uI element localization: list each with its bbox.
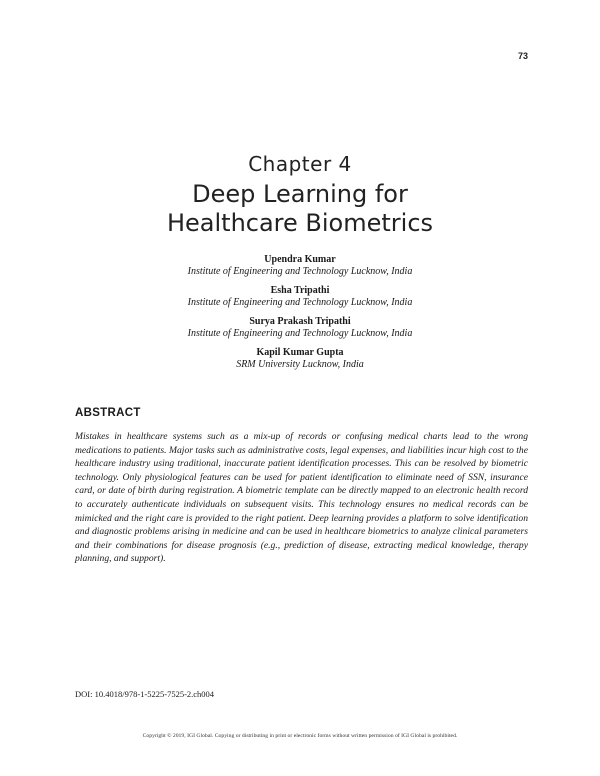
author-affiliation: Institute of Engineering and Technology Lucknow, India [187, 266, 413, 277]
author-block [0, 316, 600, 340]
author-affiliation: Institute of Engineering and Technology Lucknow, India [187, 297, 413, 308]
copyright-notice: Copyright © 2019, IGI Global. Copying or distributing in print or electronic forms without written permission of IGI Global is prohibited. [142, 733, 458, 739]
author-affiliation: SRM University Lucknow, India [236, 359, 364, 370]
author-affiliation: Institute of Engineering and Technology Lucknow, India [187, 328, 413, 339]
author-name: Kapil Kumar Gupta [256, 347, 344, 358]
chapter-title-line-2: Healthcare Biometrics [166, 209, 434, 237]
author-block [0, 254, 600, 278]
chapter-title [0, 180, 600, 238]
author-name: Upendra Kumar [264, 254, 336, 265]
page-number: 73 [517, 51, 528, 61]
author-block [0, 285, 600, 309]
chapter-title-line-1: Deep Learning for [192, 180, 408, 208]
author-name: Surya Prakash Tripathi [249, 316, 351, 327]
abstract-text: Mistakes in healthcare systems such as a mix-up of records or confusing medical charts lead to the wrong medications to patients. Major tasks such as administrative costs, legal expenses, and liabilities incur high cost to the healthcare industry using traditional, inaccurate patient identification processes. This can be resolved by biometric technology. Only physiological features can be used for patient identification to eliminate need of SSN, insurance card, or date of birth during registration. A biometric template can be directly mapped to an electronic health record to accurately authenticate individuals on subsequent visits. This technology ensures no medical records can be mimicked and the right care is provided to the right patient. Deep learning provides a platform to solve identification and diagnostic problems arising in medicine and can be used in healthcare biometrics to analyze clinical parameters and their combinations for disease prognosis (e.g., prediction of disease, extracting medical knowledge, therapy planning, and support). [75, 431, 528, 565]
author-block [0, 347, 600, 371]
chapter-label: Chapter 4 [248, 152, 352, 176]
doi-line: DOI: 10.4018/978-1-5225-7525-2.ch004 [75, 689, 215, 699]
author-name: Esha Tripathi [270, 285, 330, 296]
abstract-heading: ABSTRACT [75, 407, 141, 419]
author-list [0, 254, 600, 378]
